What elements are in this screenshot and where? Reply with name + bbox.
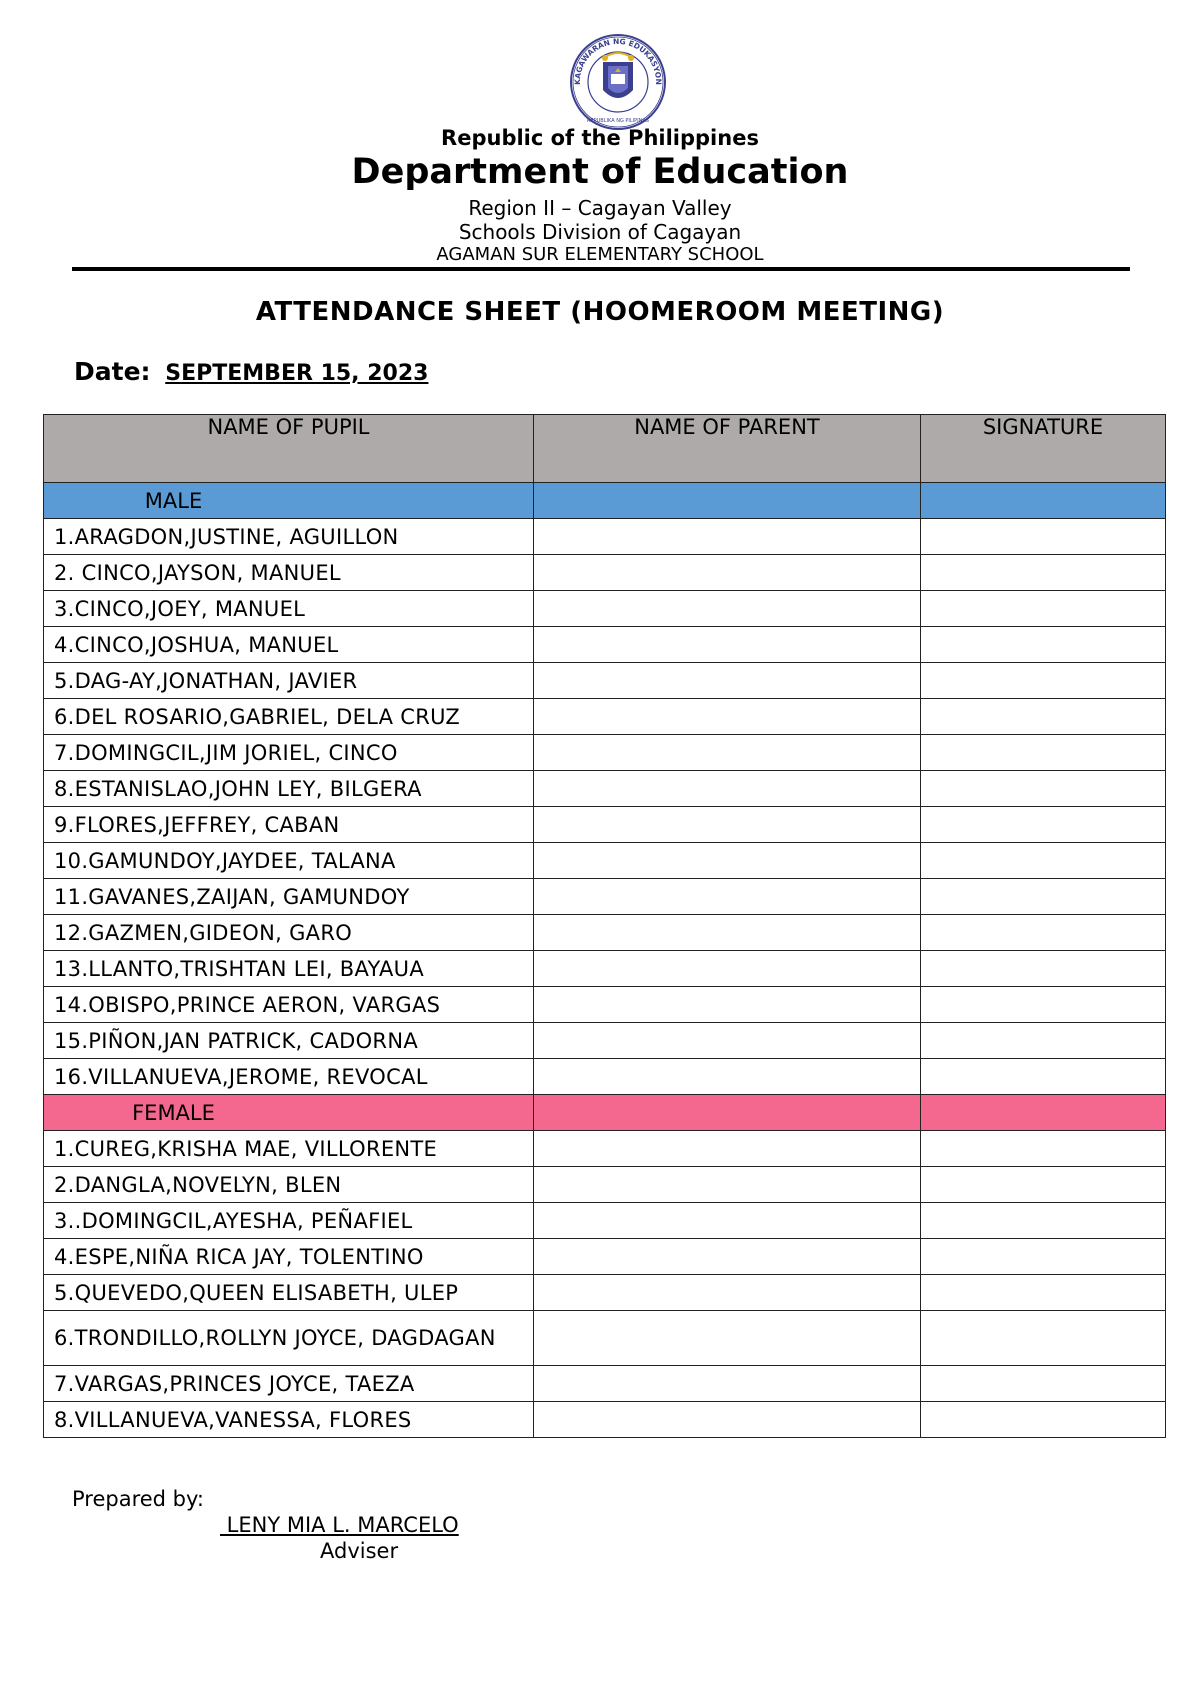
signature-cell[interactable]	[921, 555, 1166, 591]
signature-cell[interactable]	[921, 1402, 1166, 1438]
section-female-cell	[921, 1095, 1166, 1131]
section-male-cell	[534, 483, 921, 519]
signature-cell[interactable]	[921, 699, 1166, 735]
section-female-label: FEMALE	[44, 1095, 534, 1131]
pupil-name-cell: 2. CINCO,JAYSON, MANUEL	[44, 555, 534, 591]
pupil-name-cell: 5.DAG-AY,JONATHAN, JAVIER	[44, 663, 534, 699]
pupil-name-cell: 3..DOMINGCIL,AYESHA, PEÑAFIEL	[44, 1203, 534, 1239]
table-row	[44, 591, 1166, 627]
table-header-row	[44, 415, 1166, 483]
page-title: ATTENDANCE SHEET (HOOMEROOM MEETING)	[255, 297, 945, 327]
table-row	[44, 663, 1166, 699]
parent-name-cell[interactable]	[534, 1239, 921, 1275]
section-male-label: MALE	[44, 483, 534, 519]
table-row	[44, 879, 1166, 915]
signature-cell[interactable]	[921, 807, 1166, 843]
pupil-name-cell: 16.VILLANUEVA,JEROME, REVOCAL	[44, 1059, 534, 1095]
parent-name-cell[interactable]	[534, 879, 921, 915]
parent-name-cell[interactable]	[534, 1167, 921, 1203]
table-row	[44, 1023, 1166, 1059]
pupil-name-cell: 11.GAVANES,ZAIJAN, GAMUNDOY	[44, 879, 534, 915]
column-header-parent: NAME OF PARENT	[534, 415, 921, 483]
parent-name-cell[interactable]	[534, 735, 921, 771]
table-row	[44, 1402, 1166, 1438]
signature-cell[interactable]	[921, 915, 1166, 951]
parent-name-cell[interactable]	[534, 519, 921, 555]
signature-cell[interactable]	[921, 1059, 1166, 1095]
date-label: Date:	[74, 357, 151, 386]
pupil-name-cell: 10.GAMUNDOY,JAYDEE, TALANA	[44, 843, 534, 879]
pupil-name-cell: 8.ESTANISLAO,JOHN LEY, BILGERA	[44, 771, 534, 807]
signature-cell[interactable]	[921, 843, 1166, 879]
parent-name-cell[interactable]	[534, 951, 921, 987]
republic-heading: Republic of the Philippines	[441, 126, 759, 150]
parent-name-cell[interactable]	[534, 555, 921, 591]
signature-cell[interactable]	[921, 1311, 1166, 1366]
svg-text:REPUBLIKA NG PILIPINAS: REPUBLIKA NG PILIPINAS	[587, 118, 649, 124]
adviser-role: Adviser	[320, 1539, 399, 1563]
table-row	[44, 1311, 1166, 1366]
signature-cell[interactable]	[921, 735, 1166, 771]
table-row	[44, 807, 1166, 843]
adviser-name: LENY MIA L. MARCELO	[220, 1513, 459, 1537]
date-row	[74, 357, 428, 386]
table-row	[44, 555, 1166, 591]
region-line: Region II – Cagayan Valley	[468, 196, 732, 220]
table-row	[44, 987, 1166, 1023]
pupil-name-cell: 5.QUEVEDO,QUEEN ELISABETH, ULEP	[44, 1275, 534, 1311]
pupil-name-cell: 2.DANGLA,NOVELYN, BLEN	[44, 1167, 534, 1203]
parent-name-cell[interactable]	[534, 807, 921, 843]
column-header-pupil: NAME OF PUPIL	[44, 415, 534, 483]
parent-name-cell[interactable]	[534, 591, 921, 627]
parent-name-cell[interactable]	[534, 1311, 921, 1366]
svg-text:KAGAWARAN NG EDUKASYON: KAGAWARAN NG EDUKASYON	[572, 36, 664, 85]
pupil-name-cell: 15.PIÑON,JAN PATRICK, CADORNA	[44, 1023, 534, 1059]
parent-name-cell[interactable]	[534, 627, 921, 663]
signature-cell[interactable]	[921, 627, 1166, 663]
table-row	[44, 1131, 1166, 1167]
parent-name-cell[interactable]	[534, 1402, 921, 1438]
table-row	[44, 1203, 1166, 1239]
table-row	[44, 1167, 1166, 1203]
table-row	[44, 627, 1166, 663]
table-row	[44, 1059, 1166, 1095]
signature-cell[interactable]	[921, 987, 1166, 1023]
table-row	[44, 843, 1166, 879]
signature-cell[interactable]	[921, 951, 1166, 987]
signature-cell[interactable]	[921, 1275, 1166, 1311]
table-row	[44, 771, 1166, 807]
section-female-cell	[534, 1095, 921, 1131]
date-value: SEPTEMBER 15, 2023	[165, 361, 429, 386]
table-row	[44, 1275, 1166, 1311]
section-male-cell	[921, 483, 1166, 519]
signature-cell[interactable]	[921, 879, 1166, 915]
parent-name-cell[interactable]	[534, 915, 921, 951]
pupil-name-cell: 6.DEL ROSARIO,GABRIEL, DELA CRUZ	[44, 699, 534, 735]
pupil-name-cell: 8.VILLANUEVA,VANESSA, FLORES	[44, 1402, 534, 1438]
pupil-name-cell: 7.VARGAS,PRINCES JOYCE, TAEZA	[44, 1366, 534, 1402]
signature-cell[interactable]	[921, 1203, 1166, 1239]
signature-cell[interactable]	[921, 591, 1166, 627]
parent-name-cell[interactable]	[534, 771, 921, 807]
parent-name-cell[interactable]	[534, 663, 921, 699]
prepared-by-label: Prepared by:	[72, 1487, 204, 1511]
section-male	[44, 483, 1166, 519]
attendance-body	[44, 483, 1166, 1438]
pupil-name-cell: 7.DOMINGCIL,JIM JORIEL, CINCO	[44, 735, 534, 771]
attendance-table	[43, 414, 1166, 1438]
signature-cell[interactable]	[921, 771, 1166, 807]
pupil-name-cell: 13.LLANTO,TRISHTAN LEI, BAYAUA	[44, 951, 534, 987]
table-row	[44, 735, 1166, 771]
pupil-name-cell: 3.CINCO,JOEY, MANUEL	[44, 591, 534, 627]
parent-name-cell[interactable]	[534, 1059, 921, 1095]
table-row	[44, 519, 1166, 555]
parent-name-cell[interactable]	[534, 843, 921, 879]
school-name: AGAMAN SUR ELEMENTARY SCHOOL	[436, 244, 764, 265]
header-divider	[72, 267, 1130, 271]
signature-cell[interactable]	[921, 1131, 1166, 1167]
signature-cell[interactable]	[921, 519, 1166, 555]
division-line: Schools Division of Cagayan	[458, 220, 742, 244]
pupil-name-cell: 14.OBISPO,PRINCE AERON, VARGAS	[44, 987, 534, 1023]
signature-cell[interactable]	[921, 1239, 1166, 1275]
pupil-name-cell: 4.ESPE,NIÑA RICA JAY, TOLENTINO	[44, 1239, 534, 1275]
pupil-name-cell: 9.FLORES,JEFFREY, CABAN	[44, 807, 534, 843]
table-row	[44, 951, 1166, 987]
deped-seal-icon	[563, 32, 673, 132]
column-header-signature: SIGNATURE	[921, 415, 1166, 483]
parent-name-cell[interactable]	[534, 699, 921, 735]
pupil-name-cell: 6.TRONDILLO,ROLLYN JOYCE, DAGDAGAN	[44, 1311, 534, 1366]
pupil-name-cell: 1.CUREG,KRISHA MAE, VILLORENTE	[44, 1131, 534, 1167]
table-row	[44, 699, 1166, 735]
parent-name-cell[interactable]	[534, 987, 921, 1023]
pupil-name-cell: 4.CINCO,JOSHUA, MANUEL	[44, 627, 534, 663]
signature-cell[interactable]	[921, 1023, 1166, 1059]
parent-name-cell[interactable]	[534, 1131, 921, 1167]
table-row	[44, 915, 1166, 951]
pupil-name-cell: 12.GAZMEN,GIDEON, GARO	[44, 915, 534, 951]
table-row	[44, 1239, 1166, 1275]
parent-name-cell[interactable]	[534, 1275, 921, 1311]
pupil-name-cell: 1.ARAGDON,JUSTINE, AGUILLON	[44, 519, 534, 555]
signature-cell[interactable]	[921, 663, 1166, 699]
parent-name-cell[interactable]	[534, 1366, 921, 1402]
signature-cell[interactable]	[921, 1167, 1166, 1203]
department-heading: Department of Education	[351, 152, 849, 192]
parent-name-cell[interactable]	[534, 1023, 921, 1059]
signature-cell[interactable]	[921, 1366, 1166, 1402]
section-female	[44, 1095, 1166, 1131]
table-row	[44, 1366, 1166, 1402]
parent-name-cell[interactable]	[534, 1203, 921, 1239]
